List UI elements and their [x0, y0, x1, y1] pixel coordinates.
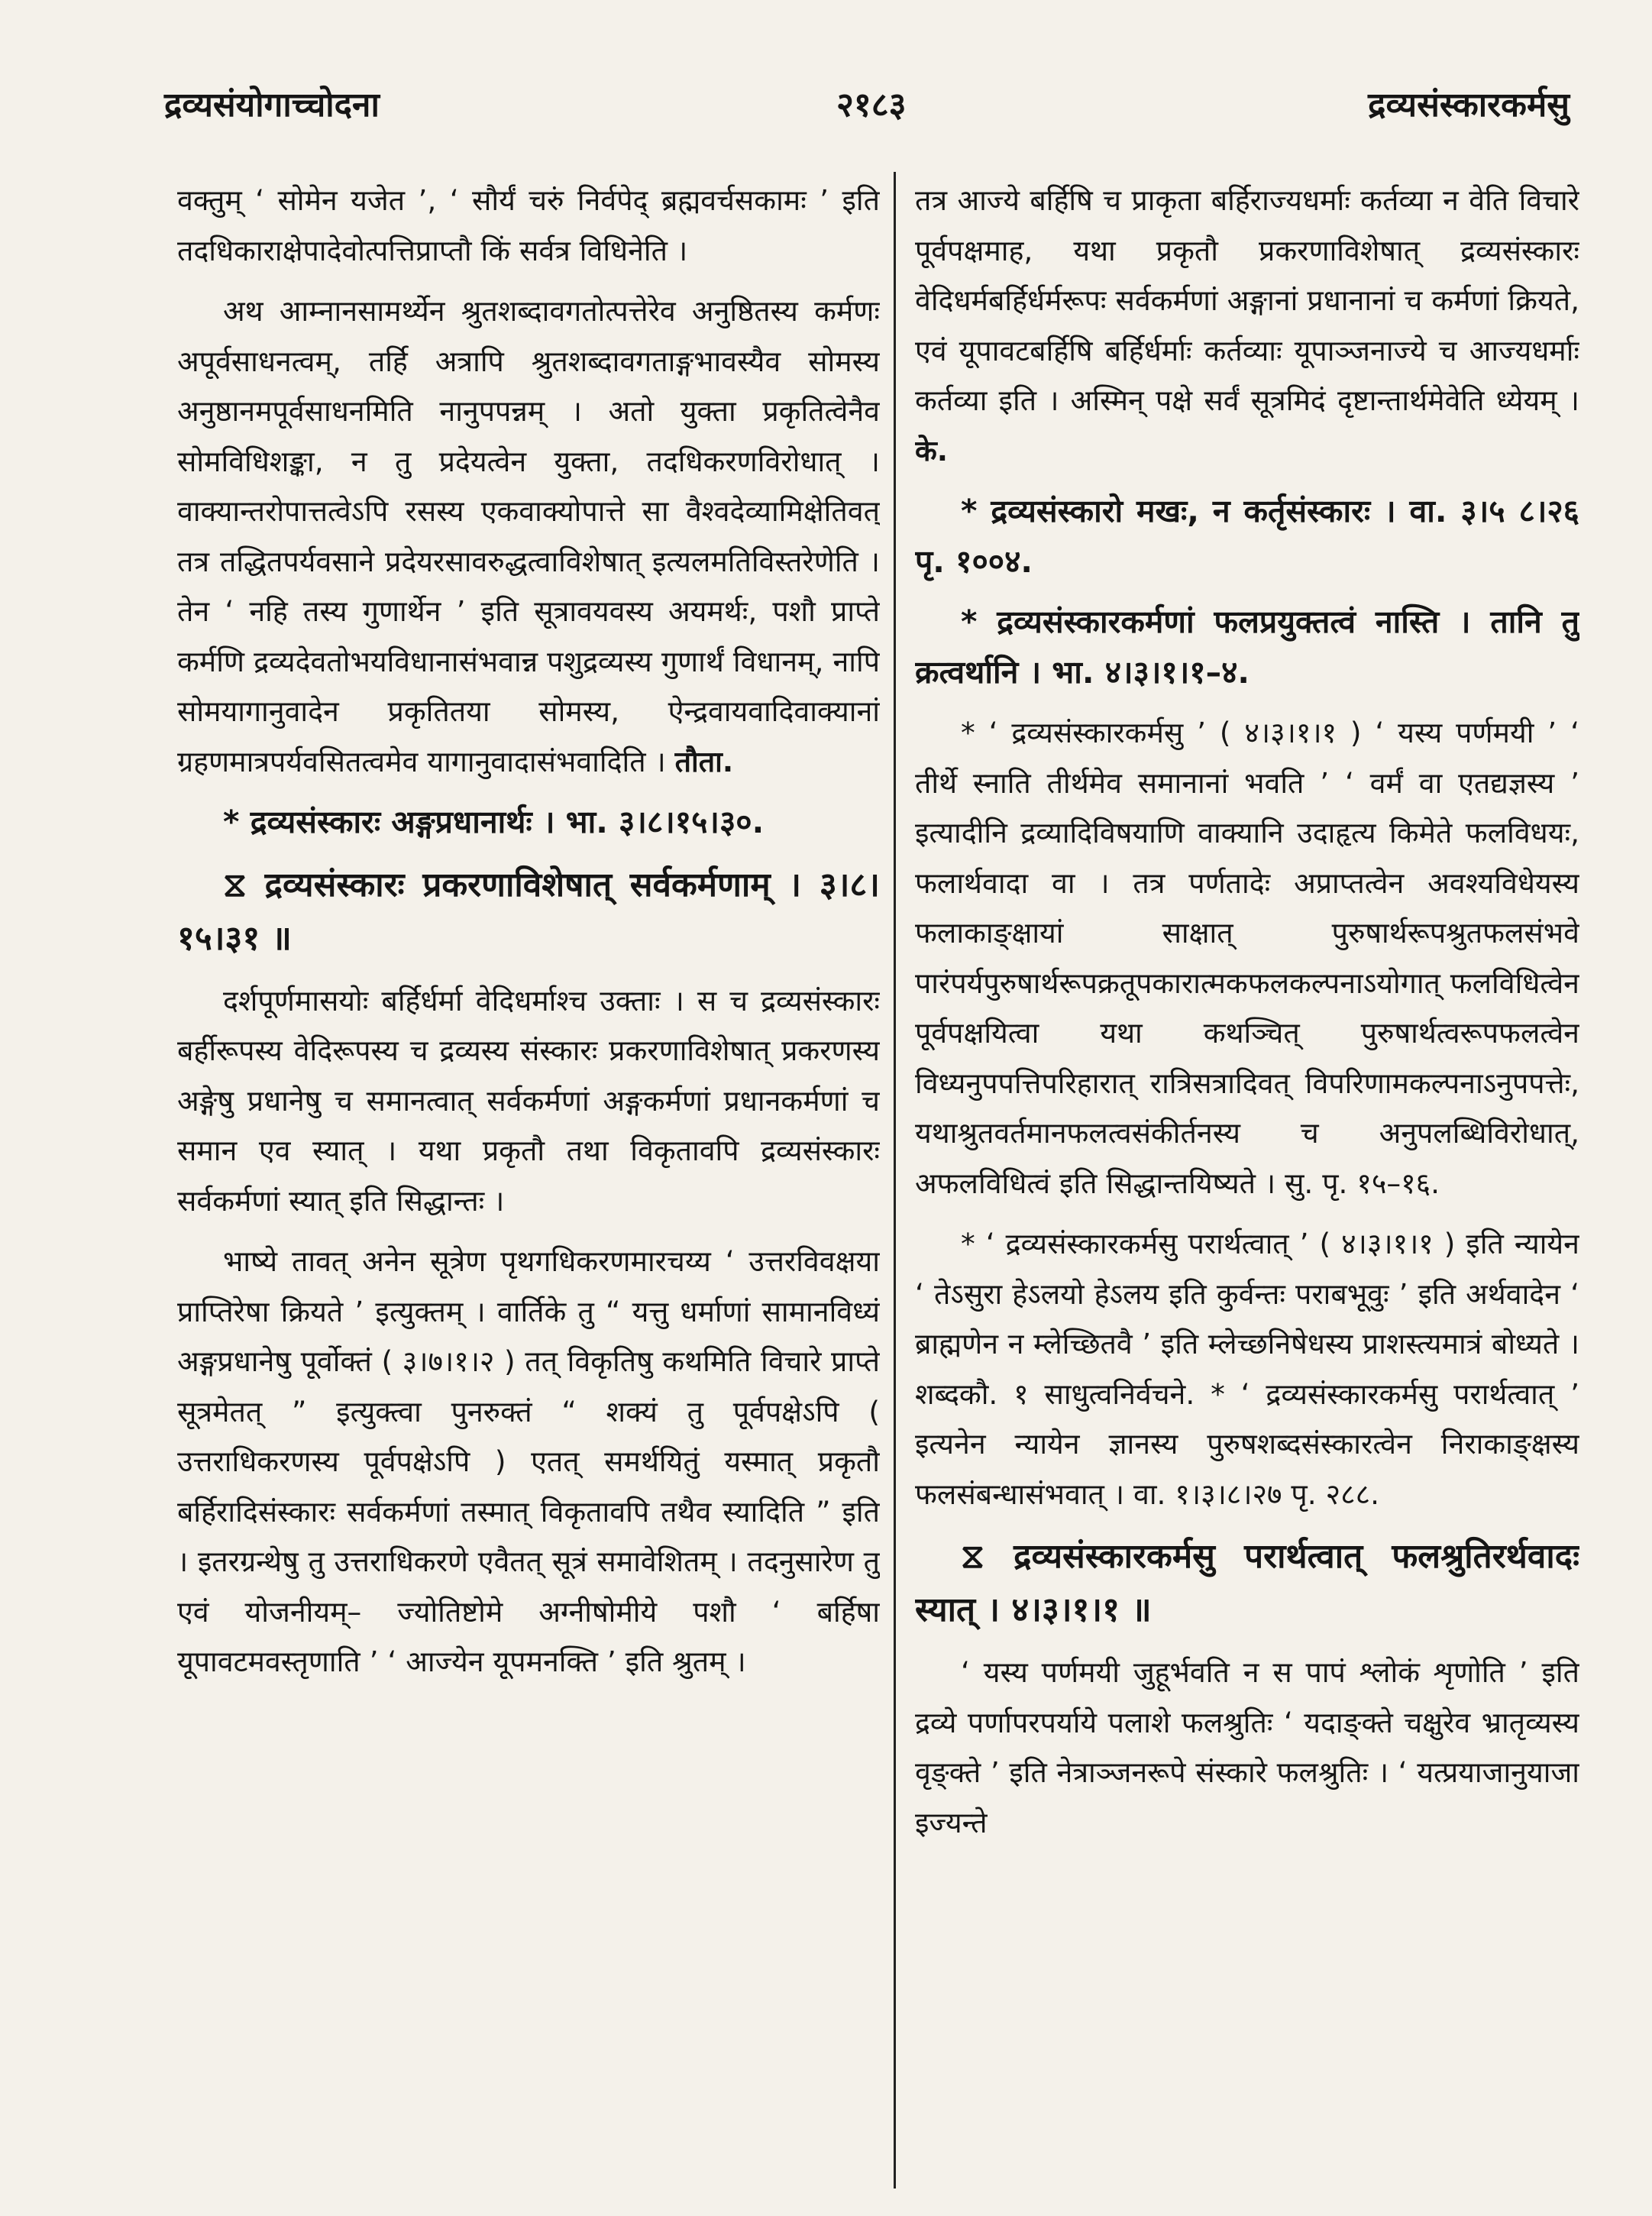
- paragraph: दर्शपूर्णमासयोः बर्हिर्धर्मा वेदिधर्माश्च उक्ताः । स च द्रव्यसंस्कारः बर्हीरूपस्य वेदिरूपस्य च द्रव्यस्य संस्कारः प्रकरणाविशेषात् प्रकरणस्य अङ्गेषु प्रधानेषु च समानत्वात् सर्वकर्मणां अङ्गकर्मणां प्रधानकर्मणां च समान एव स्यात् । यथा प्रकृतौ तथा विकृतावपि द्रव्यसंस्कारः सर्वकर्मणां स्यात् इति सिद्धान्तः ।: [177, 983, 880, 1218]
- paragraph: भाष्ये तावत् अनेन सूत्रेण पृथगधिकरणमारचय्य ‘ उत्तरविवक्षया प्राप्तिरेषा क्रियते ’ इत्युक्तम् । वार्तिके तु “ यत्तु धर्माणां सामानविध्यं अङ्गप्रधानेषु पूर्वोक्तं ( ३।७।१।२ ) तत् विकृतिषु कथमिति विचारे प्राप्ते सूत्रमेतत् ” इत्युक्त्वा पुनरुक्तं “ शक्यं तु पूर्वपक्षेऽपि ( उत्तराधिकरणस्य पूर्वपक्षेऽपि ) एतत् समर्थयितुं यस्मात् प्रकृतौ बर्हिरादिसंस्कारः सर्वकर्मणां तस्मात् विकृतावपि तथैव स्यादिति ” इति । इतरग्रन्थेषु तु उत्तराधिकरणे एवैतत् सूत्रं समावेशितम् । तदनुसारेण तु एवं योजनीयम्– ज्योतिष्टोमे अग्नीषोमीये पशौ ‘ बर्हिषा यूपावटमवस्तृणाति ’ ‘ आज्येन यूपमनक्ति ’ इति श्रुतम् ।: [177, 1244, 880, 1678]
- right-column: [915, 176, 1579, 2154]
- sutra: ⧖ द्रव्यसंस्कारकर्मसु परार्थत्वात् फलश्रुतिरर्थवादः स्यात् । ४।३।१।१ ॥: [915, 1537, 1579, 1629]
- source-citation: के.: [915, 433, 949, 467]
- paragraph: तत्र आज्ये बर्हिषि च प्राकृता बर्हिराज्यधर्माः कर्तव्या न वेति विचारे पूर्वपक्षमाह, यथा प्रकृतौ प्रकरणाविशेषात् द्रव्यसंस्कारः वेदिधर्मबर्हिर्धर्मरूपः सर्वकर्मणां अङ्गानां प्रधानानां च कर्मणां क्रियते, एवं यूपावटबर्हिषि बर्हिर्धर्माः कर्तव्याः यूपाञ्जनाज्ये च आज्यधर्माः कर्तव्या इति । अस्मिन् पक्षे सर्वं सूत्रमिदं दृष्टान्तार्थमेवेति ध्येयम् । के.: [915, 183, 1579, 467]
- column-divider: [894, 172, 896, 2189]
- reference-note: * द्रव्यसंस्कारो मखः, न कर्तृसंस्कारः । वा. ३।५ ८।२६ पृ. १००४.: [915, 493, 1579, 580]
- page-header: [164, 73, 1570, 134]
- source-citation: तौता.: [674, 744, 734, 778]
- paragraph: अथ आम्नानसामर्थ्येन श्रुतशब्दावगतोत्पत्तेरेव अनुष्ठितस्य कर्मणः अपूर्वसाधनत्वम्, तर्हि अत्रापि श्रुतशब्दावगताङ्गभावस्यैव सोमस्य अनुष्ठानमपूर्वसाधनमिति नानुपपन्नम् । अतो युक्ता प्रकृतित्वेनैव सोमविधिशङ्का, न तु प्रदेयत्वेन युक्ता, तदधिकरणविरोधात् । वाक्यान्तरोपात्तत्वेऽपि रसस्य एकवाक्योपात्ते सा वैश्वदेव्यामिक्षेतिवत् तत्र तद्धितपर्यवसाने प्रदेयरसावरुद्धत्वाविशेषात् इत्यलमतिविस्तरेणेति । तेन ‘ नहि तस्य गुणार्थेन ’ इति सूत्रावयवस्य अयमर्थः, पशौ प्राप्ते कर्मणि द्रव्यदेवतोभयविधानासंभवान्न पशुद्रव्यस्य गुणार्थं विधानम्, नापि सोमयागानुवादेन प्रकृतितया सोमस्य, ऐन्द्रवायवादिवाक्यानां ग्रहणमात्रपर्यवसितत्वमेव यागानुवादासंभवादिति । तौता.: [177, 294, 880, 778]
- page-number: २१८३: [836, 86, 907, 125]
- reference-note: * ‘ द्रव्यसंस्कारकर्मसु परार्थत्वात् ’ ( ४।३।१।१ ) इति न्यायेन ‘ तेऽसुरा हेऽलयो हेऽलय इति कुर्वन्तः पराबभूवुः ’ इति अर्थवादेन ‘ ब्राह्मणेन न म्लेच्छितवै ’ इति म्लेच्छनिषेधस्य प्राशस्त्यमात्रं बोध्यते । शब्दकौ. १ साधुत्वनिर्वचने. * ‘ द्रव्यसंस्कारकर्मसु परार्थत्वात् ’ इत्यनेन न्यायेन ज्ञानस्य पुरुषशब्दसंस्कारत्वेन निराकाङ्क्षस्य फलसंबन्धासंभवात् । वा. १।३।८।२७ पृ. २८८.: [915, 1227, 1579, 1511]
- header-right-title: द्रव्यसंस्कारकर्मसु: [1368, 86, 1570, 125]
- sutra-marker-icon: ⧖: [223, 865, 265, 904]
- reference-note: * द्रव्यसंस्कारकर्मणां फलप्रयुक्तत्वं नास्ति । तानि तु क्रत्वर्थानि । भा. ४।३।१।१–४.: [915, 603, 1579, 691]
- sutra: ⧖ द्रव्यसंस्कारः प्रकरणाविशेषात् सर्वकर्मणाम् । ३।८।१५।३१ ॥: [177, 865, 880, 958]
- left-column: [177, 176, 880, 2154]
- paragraph: ‘ यस्य पर्णमयी जुहूर्भवति न स पापं श्लोकं शृणोति ’ इति द्रव्ये पर्णापरपर्याये पलाशे फलश्रुतिः ‘ यदाङ्क्ते चक्षुरेव भ्रातृव्यस्य वृङ्क्ते ’ इति नेत्राञ्जनरूपे संस्कारे फलश्रुतिः । ‘ यत्प्रयाजानुयाजा इज्यन्ते: [915, 1655, 1579, 1839]
- header-left-title: द्रव्यसंयोगाच्चोदना: [164, 86, 380, 125]
- paragraph: वक्तुम् ‘ सोमेन यजेत ’, ‘ सौर्यं चरुं निर्वपेद् ब्रह्मवर्चसकामः ’ इति तदधिकाराक्षेपादेवोत्पत्तिप्राप्तौ किं सर्वत्र विधिनेति ।: [177, 183, 880, 267]
- reference-note: * द्रव्यसंस्कारः अङ्गप्रधानार्थः । भा. ३।८।१५।३०.: [223, 804, 765, 840]
- sutra-marker-icon: ⧖: [961, 1537, 1014, 1576]
- reference-note: * ‘ द्रव्यसंस्कारकर्मसु ’ ( ४।३।१।१ ) ‘ यस्य पर्णमयी ’ ‘ तीर्थे स्नाति तीर्थमेव समानानां भवति ’ ‘ वर्मं वा एतद्यज्ञस्य ’ इत्यादीनि द्रव्यादिविषयाणि वाक्यानि उदाहृत्य किमेते फलविधयः, फलार्थवादा वा । तत्र पर्णतादेः अप्राप्तत्वेन अवश्यविधेयस्य फलाकाङ्क्षायां साक्षात् पुरुषार्थरूपश्रुतफलसंभवे पारंपर्यपुरुषार्थरूपक्रतूपकारात्मकफलकल्पनाऽयोगात् फलविधित्वेन पूर्वपक्षयित्वा यथा कथञ्चित् पुरुषार्थत्वरूपफलत्वेन विध्यनुपपत्तिपरिहारात् रात्रिसत्रादिवत् विपरिणामकल्पनाऽनुपपत्तेः, यथाश्रुतवर्तमानफलत्वसंकीर्तनस्य च अनुपलब्धिविरोधात्, अफलविधित्वं इति सिद्धान्तयिष्यते । सु. पृ. १५–१६.: [915, 716, 1579, 1200]
